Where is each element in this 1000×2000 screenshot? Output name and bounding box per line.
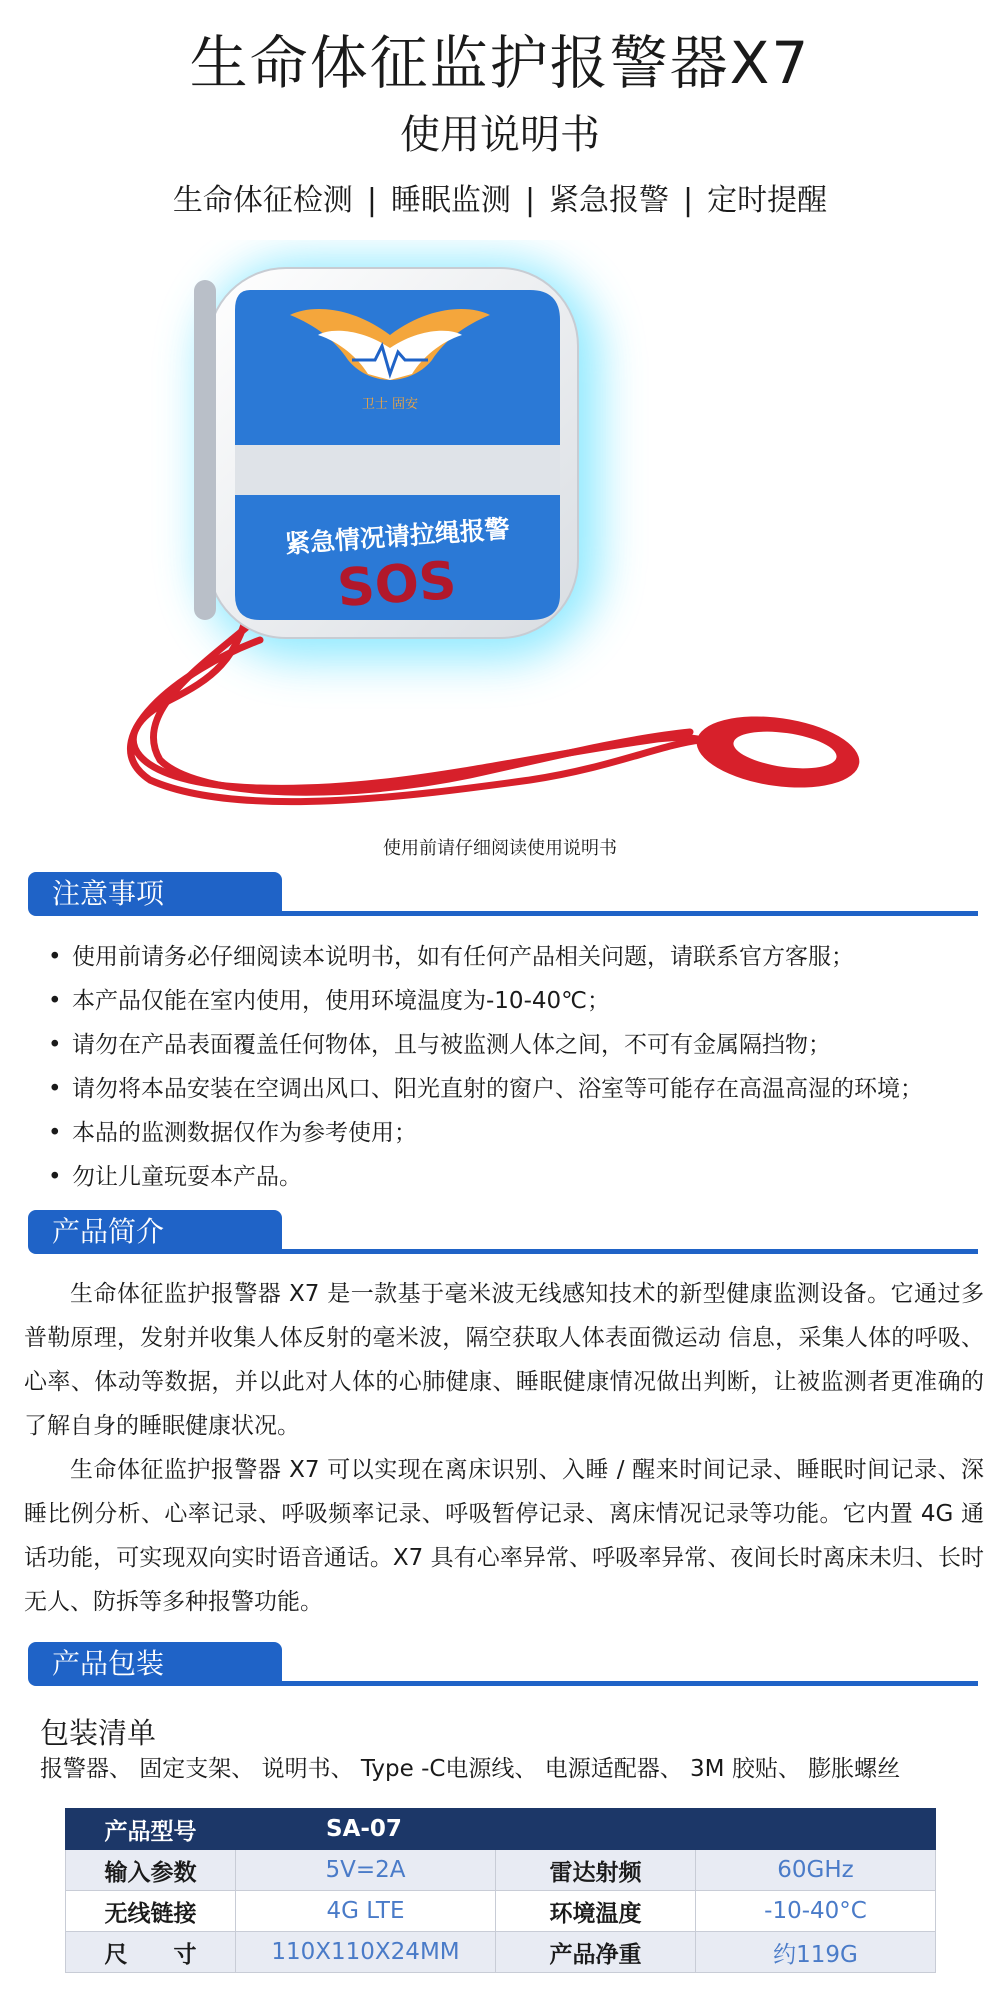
intro-text — [24, 1272, 984, 1624]
product-image — [90, 240, 930, 830]
spec-value: 4G LTE — [236, 1891, 496, 1932]
list-item — [48, 979, 988, 1023]
table-row — [66, 1932, 936, 1973]
spec-label: 环境温度 — [496, 1891, 696, 1932]
feature-item: 定时提醒 — [707, 183, 828, 218]
feature-separator: | — [524, 183, 536, 218]
spec-value: 110X110X24MM — [236, 1932, 496, 1973]
logo-text: 卫士 固安 — [361, 397, 419, 412]
section-header-notes — [28, 872, 978, 918]
feature-separator: | — [683, 183, 694, 218]
feature-item: 睡眠监测 — [390, 183, 511, 218]
note-text: 本品的监测数据仅作为参考使用； — [72, 1120, 417, 1146]
spec-value: -10-40°C — [696, 1891, 936, 1932]
device-panel-band — [235, 445, 560, 495]
section-divider — [282, 1249, 978, 1254]
spec-label: 尺 寸 — [66, 1932, 236, 1973]
spec-label: 雷达射频 — [496, 1850, 696, 1891]
rope-handle — [692, 707, 864, 797]
note-text: 勿让儿童玩耍本产品。 — [72, 1164, 302, 1190]
note-text: 使用前请务必仔细阅读本说明书，如有任何产品相关问题，请联系官方客服； — [72, 944, 854, 970]
feature-separator: | — [366, 183, 377, 218]
page-subtitle: 使用说明书 — [400, 112, 600, 158]
notes-list — [48, 935, 988, 1199]
device-label: 紧急情况请拉绳报警 — [284, 514, 511, 559]
sos-label: SOS — [335, 550, 459, 620]
list-item — [48, 1067, 988, 1111]
list-item — [48, 1023, 988, 1067]
feature-item: 紧急报警 — [549, 183, 670, 218]
packing-list-title: 包装清单 — [40, 1716, 157, 1750]
spec-label: 输入参数 — [66, 1850, 236, 1891]
image-caption: 使用前请仔细阅读使用说明书 — [383, 838, 617, 859]
list-item — [48, 935, 988, 979]
spec-value: 5V=2A — [236, 1850, 496, 1891]
section-divider — [282, 1681, 978, 1686]
feature-item: 生命体征检测 — [172, 183, 353, 218]
bullet: • — [48, 1164, 62, 1190]
note-text: 请勿将本品安装在空调出风口、阳光直射的窗户、浴室等可能存在高温高湿的环境； — [72, 1076, 923, 1102]
bullet: • — [48, 1032, 62, 1058]
spec-value: 约119G — [696, 1932, 936, 1973]
spec-label: 产品型号 — [66, 1809, 236, 1850]
spec-label: 无线链接 — [66, 1891, 236, 1932]
table-row — [66, 1809, 936, 1850]
bullet: • — [48, 1076, 62, 1102]
section-title: 产品包装 — [28, 1642, 282, 1686]
spec-blank — [696, 1809, 936, 1850]
list-item — [48, 1111, 988, 1155]
section-header-intro — [28, 1210, 978, 1256]
spec-value: SA-07 — [236, 1809, 496, 1850]
spec-blank — [496, 1809, 696, 1850]
spec-label: 产品净重 — [496, 1932, 696, 1973]
intro-paragraph: 生命体征监护报警器 X7 是一款基于毫米波无线感知技术的新型健康监测设备。它通过多普勒原理，发射并收集人体反射的毫米波，隔空获取人体表面微运动 信息，采集人体的呼吸、心率、体动等数据，并以此对人体的心肺健康、睡眠健康情况做出判断，让被监测者更准确的了解自身的睡眠健康状况。 — [24, 1281, 984, 1439]
list-item — [48, 1155, 988, 1199]
page-title: 生命体征监护报警器X7 — [189, 29, 811, 97]
intro-paragraph: 生命体征监护报警器 X7 可以实现在离床识别、入睡 / 醒来时间记录、睡眠时间记录、深睡比例分析、心率记录、呼吸频率记录、呼吸暂停记录、离床情况记录等功能。它内置 4G 通话功能，可实现双向实时语音通话。X7 具有心率异常、呼吸率异常、夜间长时离床未归、长时无人、防拆等多种报警功能。 — [24, 1457, 984, 1615]
device-side — [194, 280, 216, 620]
feature-list — [0, 175, 1000, 219]
table-row — [66, 1850, 936, 1891]
bullet: • — [48, 988, 62, 1014]
section-header-packaging — [28, 1642, 978, 1688]
section-divider — [282, 911, 978, 916]
bullet: • — [48, 1120, 62, 1146]
section-title: 产品简介 — [28, 1210, 282, 1254]
note-text: 本产品仅能在室内使用，使用环境温度为-10-40℃； — [72, 988, 610, 1014]
spec-table — [65, 1808, 936, 1973]
section-title: 注意事项 — [28, 872, 282, 916]
spec-value: 60GHz — [696, 1850, 936, 1891]
packing-list-items: 报警器、 固定支架、 说明书、 Type -C电源线、 电源适配器、 3M 胶贴、 膨胀螺丝 — [40, 1756, 901, 1782]
table-row — [66, 1891, 936, 1932]
bullet: • — [48, 944, 62, 970]
note-text: 请勿在产品表面覆盖任何物体，且与被监测人体之间，不可有金属隔挡物； — [72, 1032, 831, 1058]
